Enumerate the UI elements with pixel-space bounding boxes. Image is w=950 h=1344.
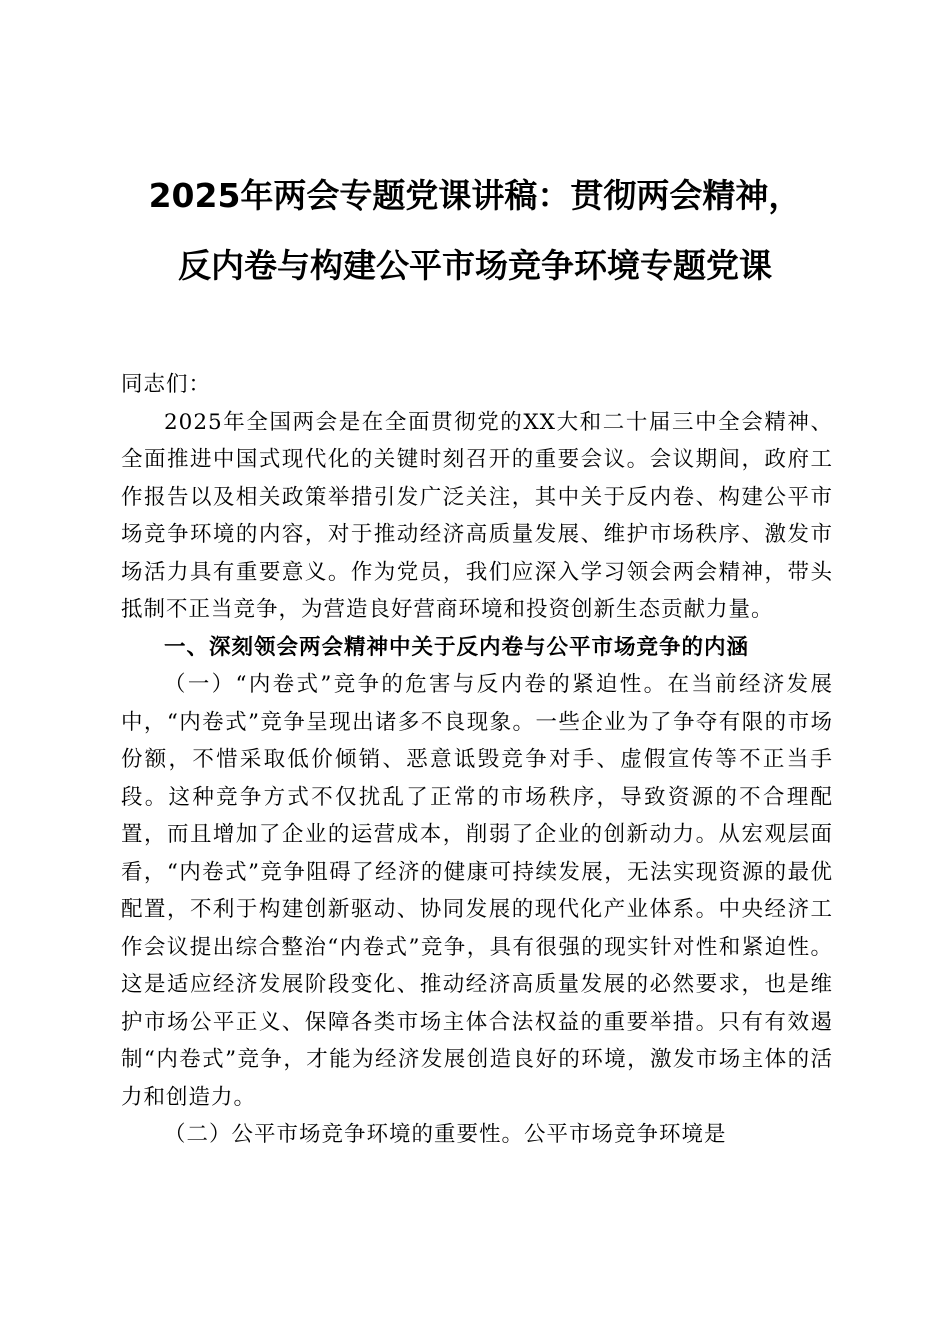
document-body: [121, 366, 833, 1154]
subsection-2-text: 公平市场竞争环境是: [524, 1122, 727, 1147]
intro-paragraph: 2025年全国两会是在全面贯彻党的XX大和二十届三中全会精神、全面推进中国式现代化的关键时刻召开的重要会议。会议期间，政府工作报告以及相关政策举措引发广泛关注，其中关于反内卷、构建公平市场竞争环境的内容，对于推动经济高质量发展、维护市场秩序、激发市场活力具有重要意义。作为党员，我们应深入学习领会两会精神，带头抵制不正当竞争，为营造良好营商环境和投资创新生态贡献力量。: [121, 409, 833, 622]
document-title-line-2: 反内卷与构建公平市场竞争环境专题党课: [178, 246, 772, 285]
subsection-1-paragraph: [121, 666, 833, 1116]
subsection-2-lead: （二）公平市场竞争环境的重要性。: [164, 1122, 525, 1147]
section-1-heading: 一、深刻领会两会精神中关于反内卷与公平市场竞争的内涵: [164, 634, 750, 660]
subsection-1-text: 在当前经济发展中，“内卷式”竞争呈现出诸多不良现象。一些企业为了争夺有限的市场份额，不惜采取低价倾销、恶意诋毁竞争对手、虚假宣传等不正当手段。这种竞争方式不仅扰乱了正常的市场秩序，导致资源的不合理配置，而且增加了企业的运营成本，削弱了企业的创新动力。从宏观层面看，“内卷式”竞争阻碍了经济的健康可持续发展，无法实现资源的最优配置，不利于构建创新驱动、协同发展的现代化产业体系。中央经济工作会议提出综合整治“内卷式”竞争，具有很强的现实针对性和紧迫性。这是适应经济发展阶段变化、推动经济高质量发展的必然要求，也是维护市场公平正义、保障各类市场主体合法权益的重要举措。只有有效遏制“内卷式”竞争，才能为经济发展创造良好的环境，激发市场主体的活力和创造力。: [121, 672, 833, 1110]
subsection-1-lead: （一）“内卷式”竞争的危害与反内卷的紧迫性。: [164, 672, 668, 697]
salutation: 同志们：: [121, 372, 212, 397]
document-title-line-1: 2025年两会专题党课讲稿：贯彻两会精神，: [148, 176, 802, 215]
subsection-2-paragraph: [121, 1116, 833, 1154]
